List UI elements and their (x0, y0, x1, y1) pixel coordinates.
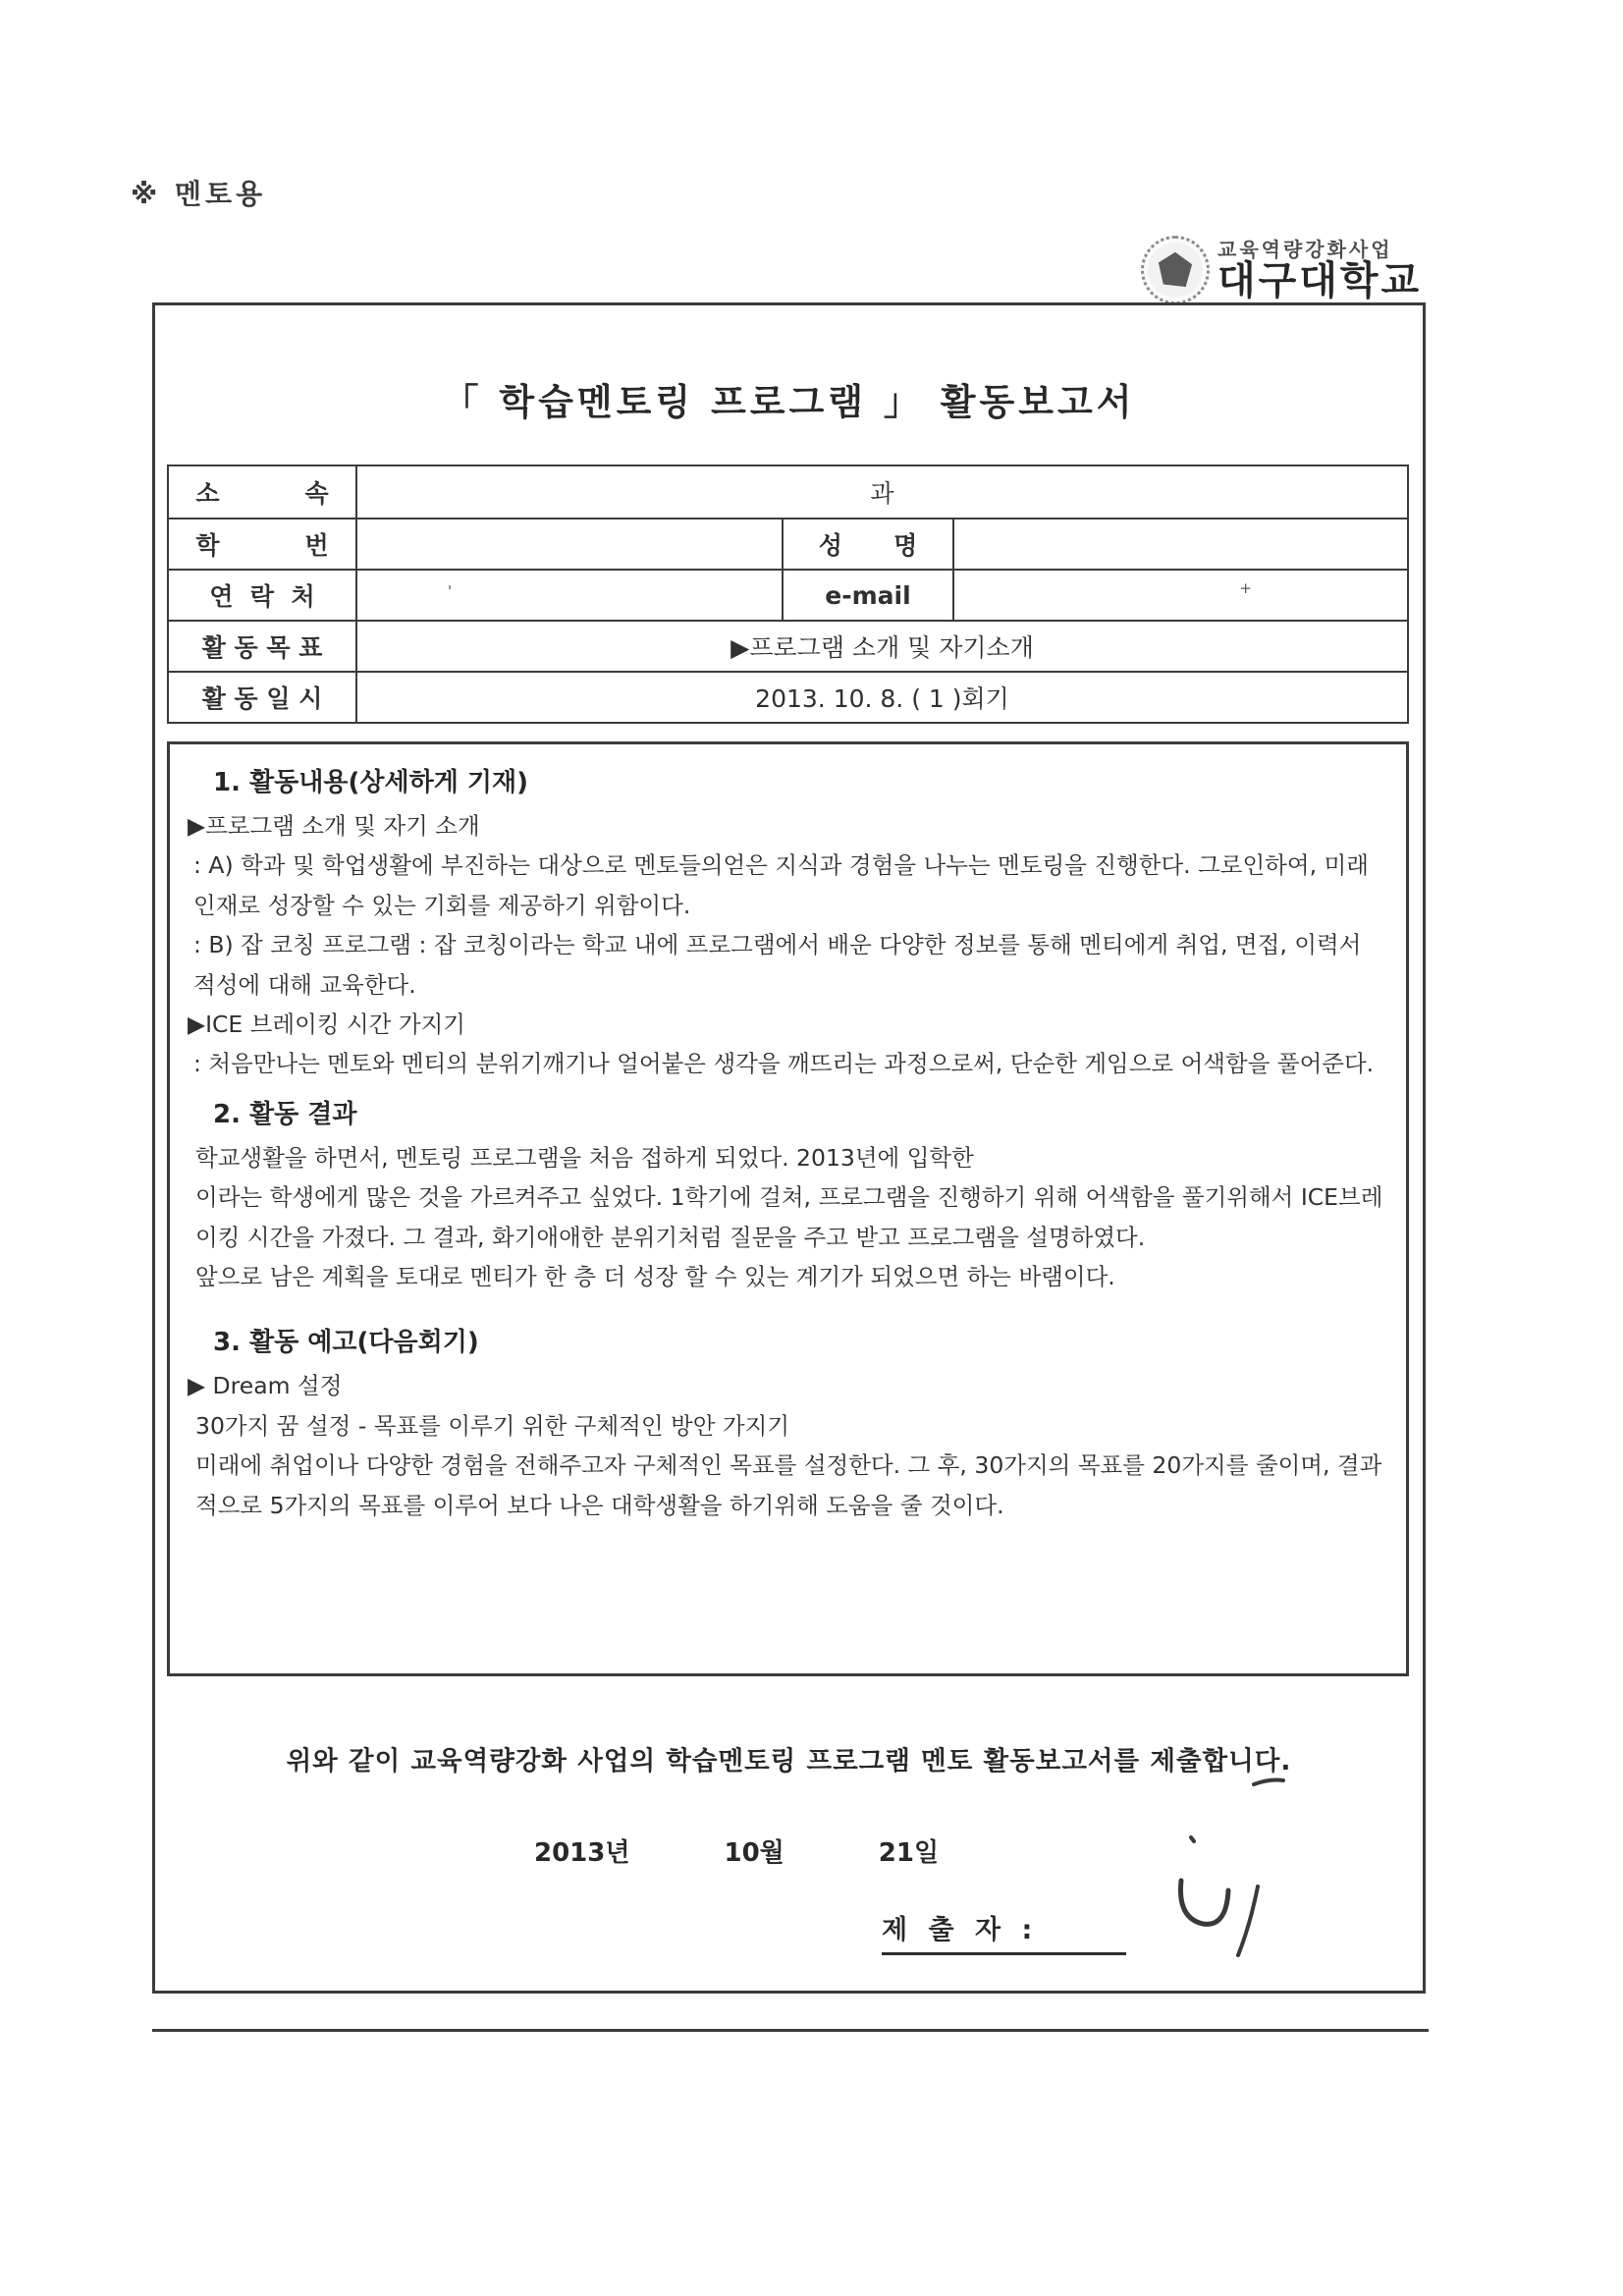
email-value (954, 571, 1407, 620)
date-day: 21일 (878, 1838, 940, 1868)
row-activity-session (169, 671, 1407, 722)
stray-pen-mark: ' (448, 582, 453, 600)
contact-value (357, 571, 782, 620)
logo-text (1217, 237, 1423, 303)
corner-note: ※ 멘토용 (131, 178, 267, 210)
info-table (167, 465, 1409, 724)
student-no-label: 학 번 (169, 519, 357, 569)
goal-label: 활 동 목 표 (169, 622, 357, 671)
date-month: 10월 (724, 1838, 784, 1868)
row-affiliation (169, 466, 1407, 518)
section1-line: : A) 학과 및 학업생활에 부진하는 대상으로 멘토들의얻은 지식과 경험을 나누는 멘토링을 진행한다. 그로인하여, 미래 인재로 성장할 수 있는 기회를 제공하기 위함이다. (193, 851, 1369, 919)
report-outer-box (152, 302, 1426, 1994)
report-title: 「 학습멘토링 프로그램 」 활동보고서 (442, 381, 1136, 423)
row-activity-goal (169, 620, 1407, 671)
handwritten-scribble (1163, 1763, 1330, 1969)
goal-value: ▶프로그램 소개 및 자기소개 (730, 633, 1034, 662)
stray-pen-mark: + (1239, 579, 1252, 597)
date-year: 2013년 (534, 1838, 630, 1868)
name-value (954, 519, 1407, 569)
session-label: 활 동 일 시 (169, 673, 357, 722)
affiliation-value: 과 (870, 479, 894, 508)
row-contact-email (169, 569, 1407, 620)
email-label: e-mail (782, 571, 954, 620)
section2-line: 학교생활을 하면서, 멘토링 프로그램을 처음 접하게 되었다. 2013년에 입학한 (195, 1143, 974, 1172)
contact-label: 연 락 처 (169, 571, 357, 620)
section1-line: ▶ICE 브레이킹 시간 가지기 (188, 1011, 465, 1039)
university-seal-icon (1141, 236, 1210, 304)
page-bottom-rule (152, 2029, 1429, 2032)
logo-program-name: 교육역량강화사업 (1217, 237, 1393, 261)
submit-statement: 위와 같이 교육역량강화 사업의 학습멘토링 프로그램 멘토 활동보고서를 제출합니다. (286, 1746, 1292, 1777)
activity-content-box (167, 741, 1409, 1676)
section3-line: 30가지 꿈 설정 - 목표를 이루기 위한 구체적인 방안 가지기 (195, 1411, 790, 1440)
student-no-value (357, 519, 782, 569)
session-value: 2013. 10. 8. ( 1 )회기 (755, 684, 1009, 713)
section3-line: ▶ Dream 설정 (188, 1372, 343, 1400)
logo-university-name: 대구대학교 (1217, 257, 1423, 303)
university-logo (1141, 236, 1422, 304)
section1-line: : 처음만나는 멘토와 멘티의 분위기깨기나 얼어붙은 생각을 깨뜨리는 과정으로써, 단순한 게임으로 어색함을 풀어준다. (193, 1050, 1375, 1078)
seal-emblem-icon (1157, 251, 1194, 289)
section2-line: 이라는 학생에게 많은 것을 가르켜주고 싶었다. 1학기에 걸쳐, 프로그램을 진행하기 위해 어색함을 풀기위해서 ICE브레이킹 시간을 가졌다. 그 결과, 화기애애한 분위기처럼 질문을 주고 받고 프로그램을 설명하였다. (195, 1183, 1383, 1251)
section2-line: 앞으로 남은 계획을 토대로 멘티가 한 층 더 성장 할 수 있는 계기가 되었으면 하는 바램이다. (195, 1263, 1115, 1291)
section2-heading: 2. 활동 결과 (213, 1099, 357, 1129)
section1-line: ▶프로그램 소개 및 자기 소개 (188, 812, 480, 840)
section3-heading: 3. 활동 예고(다음회기) (213, 1328, 479, 1358)
section1-heading: 1. 활동내용(상세하게 기재) (213, 768, 528, 797)
name-label: 성 명 (782, 519, 954, 569)
submitter-label: 제 출 자 : (882, 1908, 1126, 1955)
affiliation-label: 소 속 (169, 466, 357, 518)
section1-line: : B) 잡 코칭 프로그램 : 잡 코칭이라는 학교 내에 프로그램에서 배운 다양한 정보를 통해 멘티에게 취업, 면접, 이력서 적성에 대해 교육한다. (193, 931, 1362, 999)
section3-line: 미래에 취업이나 다양한 경험을 전해주고자 구체적인 목표를 설정한다. 그 후, 30가지의 목표를 20가지를 줄이며, 결과적으로 5가지의 목표를 이루어 보다 나은 대학생활을 하기위해 도움을 줄 것이다. (195, 1451, 1382, 1519)
row-student-no-name (169, 518, 1407, 569)
